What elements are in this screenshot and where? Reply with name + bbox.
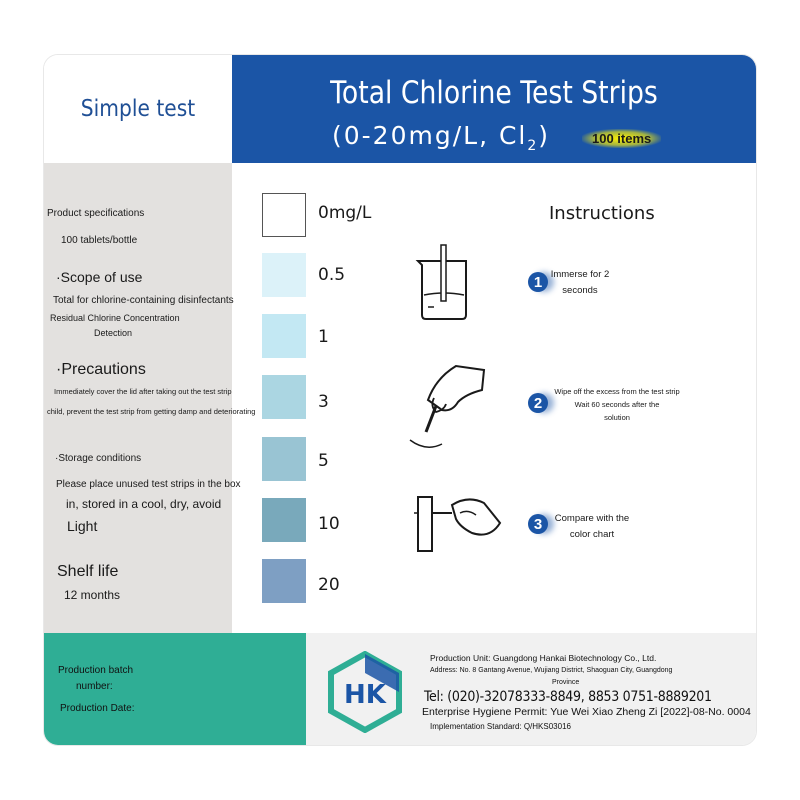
beaker-icon xyxy=(414,243,474,321)
step-1-text xyxy=(542,267,618,299)
shelf-life-heading: Shelf life xyxy=(57,563,119,580)
simple-test-header xyxy=(44,55,232,163)
range-subtitle xyxy=(332,121,550,154)
step-3-text xyxy=(542,511,642,543)
swatch-0-5 xyxy=(262,253,306,297)
swatch-label-0-5: 0.5 xyxy=(318,265,346,285)
spec-value: 100 tablets/bottle xyxy=(61,235,138,246)
chlorine-subscript: 2 xyxy=(527,138,539,154)
precautions-heading: ·Precautions xyxy=(56,361,146,378)
range-close: ) xyxy=(538,121,551,150)
production-date-label: Production Date: xyxy=(60,703,135,714)
product-title: Total Chlorine Test Strips xyxy=(330,75,658,111)
swatch-label-1: 1 xyxy=(318,327,329,347)
step-1-number: 1 xyxy=(528,272,548,292)
swatch-10 xyxy=(262,498,306,542)
simple-test-title: Simple test xyxy=(80,96,196,122)
step-1-line-1: Immerse for 2 xyxy=(550,269,610,280)
spec-heading: Product specifications xyxy=(47,208,145,219)
address: Address: No. 8 Gantang Avenue, Wujiang District, Shaoguan City, Guangdong xyxy=(430,667,673,674)
batch-label: Production batch xyxy=(58,665,134,676)
product-label-card xyxy=(44,55,756,745)
scope-line-3: Detection xyxy=(94,328,133,338)
telephone: Tel: (020)-32078333-8849, 8853 0751-8889201 xyxy=(424,689,712,705)
step-2-line-3: solution xyxy=(604,413,630,422)
step-2-text xyxy=(542,385,692,424)
precautions-line-2: child, prevent the test strip from getting damp and deteriorating xyxy=(47,407,256,416)
storage-line-1: Please place unused test strips in the box xyxy=(56,479,241,490)
swatch-5 xyxy=(262,437,306,481)
swatch-label-20: 20 xyxy=(318,575,340,595)
title-banner xyxy=(232,55,756,163)
precautions-line-1: Immediately cover the lid after taking out the test strip xyxy=(54,387,232,396)
hk-logo-text: HK xyxy=(344,680,386,710)
shelf-life-value: 12 months xyxy=(64,588,121,602)
implementation-standard: Implementation Standard: Q/HKS03016 xyxy=(430,722,571,731)
step-2-line-2: Wait 60 seconds after the xyxy=(574,400,660,409)
production-unit: Production Unit: Guangdong Hankai Biotechnology Co., Ltd. xyxy=(430,653,657,663)
item-count-badge: 100 items xyxy=(582,129,661,148)
hand-wipe-icon xyxy=(406,360,488,452)
scope-line-2: Residual Chlorine Concentration xyxy=(50,313,180,323)
scope-line-1: Total for chlorine-containing disinfectants xyxy=(53,295,234,306)
step-2-line-1: Wipe off the excess from the test strip xyxy=(554,387,680,396)
hk-logo-icon xyxy=(324,651,406,733)
range-text: (0-20mg/L, Cl xyxy=(332,121,528,150)
storage-line-2: in, stored in a cool, dry, avoid xyxy=(66,497,222,511)
hygiene-permit: Enterprise Hygiene Permit: Yue Wei Xiao Zheng Zi [2022]-08-No. 0004 xyxy=(422,706,751,718)
product-info-panel xyxy=(44,163,256,633)
swatch-label-10: 10 xyxy=(318,514,340,534)
batch-info-footer xyxy=(44,633,306,745)
swatch-3 xyxy=(262,375,306,419)
swatch-label-0: 0mg/L xyxy=(318,203,372,223)
instructions-title: Instructions xyxy=(549,203,655,224)
scope-heading: ·Scope of use xyxy=(56,269,143,285)
compare-chart-icon xyxy=(412,493,502,555)
step-3-number: 3 xyxy=(528,514,548,534)
swatch-label-3: 3 xyxy=(318,392,329,412)
swatch-20 xyxy=(262,559,306,603)
storage-heading: ·Storage conditions xyxy=(55,453,142,464)
step-2-number: 2 xyxy=(528,393,548,413)
swatch-1 xyxy=(262,314,306,358)
address-province: Province xyxy=(552,679,580,686)
step-1-line-2: seconds xyxy=(562,285,598,296)
batch-label-2: number: xyxy=(76,681,113,692)
swatch-0 xyxy=(262,193,306,237)
step-3-line-2: color chart xyxy=(569,529,615,540)
storage-line-3: Light xyxy=(67,518,98,534)
step-3-line-1: Compare with the xyxy=(554,513,630,524)
manufacturer-footer xyxy=(306,633,756,745)
swatch-label-5: 5 xyxy=(318,451,329,471)
